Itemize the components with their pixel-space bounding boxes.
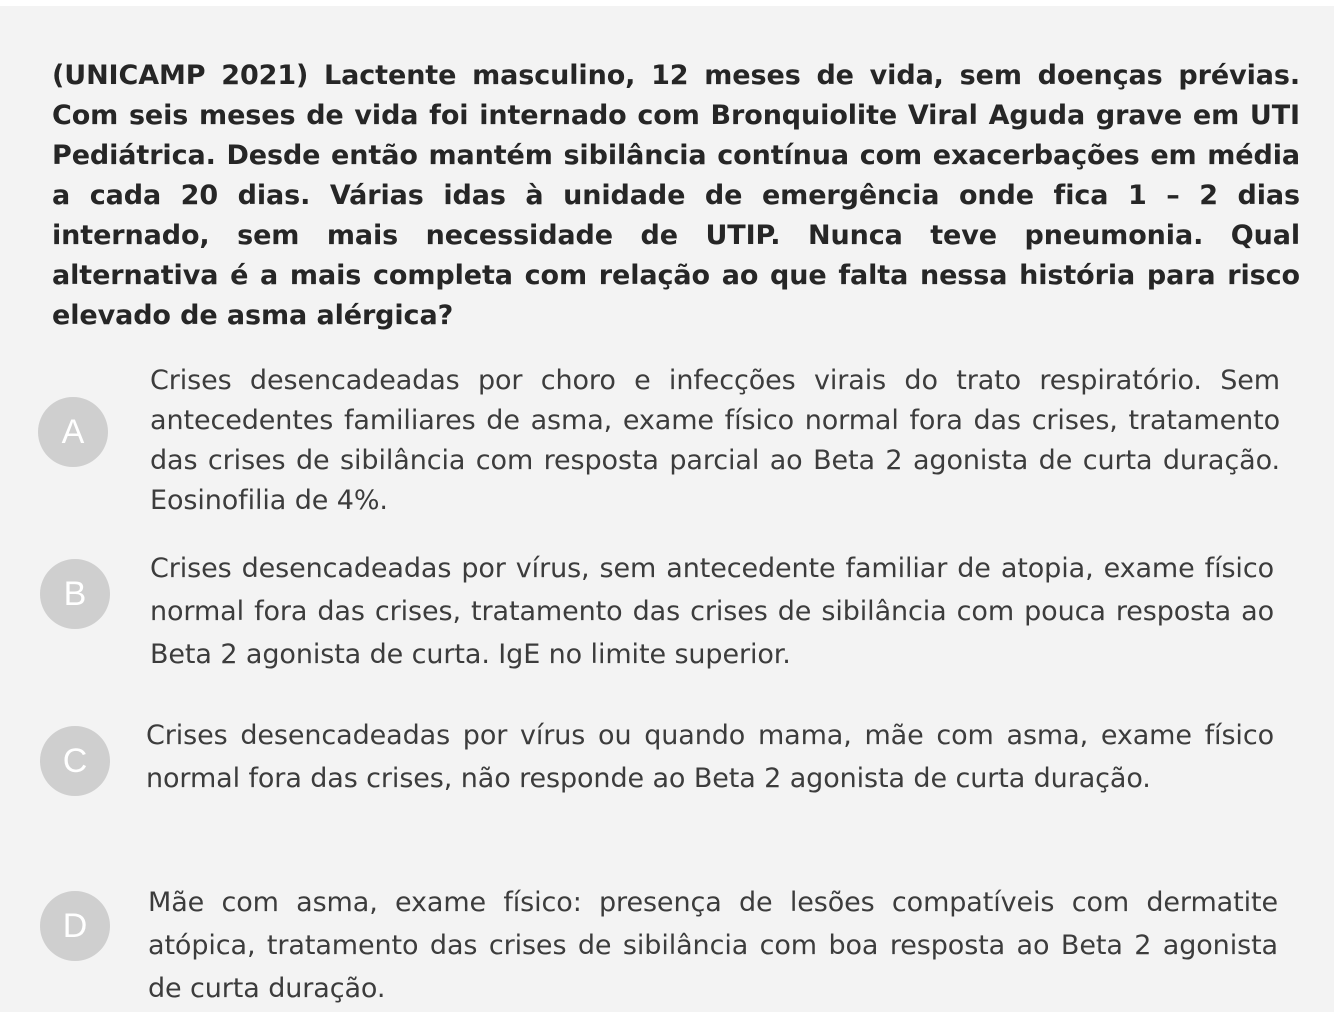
option-b-badge[interactable]: B	[40, 559, 110, 629]
option-a-text: Crises desencadeadas por choro e infecções virais do trato respiratório. Sem antecedentes familiares de asma, exame físico normal fora das crises, tratamento das crises de sibilância com resposta parcial ao Beta 2 agonista de curta duração. Eosinofilia de 4%.	[150, 365, 1280, 516]
option-b-text: Crises desencadeadas por vírus, sem antecedente familiar de atopia, exame físico normal fora das crises, tratamento das crises de sibilância com pouca resposta ao Beta 2 agonista de curta. IgE no limite superior.	[150, 553, 1274, 670]
question-card	[0, 6, 1334, 1012]
question-statement: (UNICAMP 2021) Lactente masculino, 12 meses de vida, sem doenças prévias. Com seis meses de vida foi internado com Bronquiolite Viral Aguda grave em UTI Pediátrica. Desde então mantém sibilância contínua com exacerbações em média a cada 20 dias. Várias idas à unidade de emergência onde fica 1 – 2 dias internado, sem mais necessidade de UTIP. Nunca teve pneumonia. Qual alternativa é a mais completa com relação ao que falta nessa história para risco elevado de asma alérgica?	[52, 60, 1300, 331]
option-c-text: Crises desencadeadas por vírus ou quando mama, mãe com asma, exame físico normal fora das crises, não responde ao Beta 2 agonista de curta duração.	[146, 720, 1274, 794]
option-c-badge[interactable]: C	[40, 726, 110, 796]
option-a-badge[interactable]: A	[38, 397, 108, 467]
option-d-text: Mãe com asma, exame físico: presença de lesões compatíveis com dermatite atópica, tratamento das crises de sibilância com boa resposta ao Beta 2 agonista de curta duração.	[148, 887, 1278, 1004]
option-d-badge[interactable]: D	[40, 891, 110, 961]
